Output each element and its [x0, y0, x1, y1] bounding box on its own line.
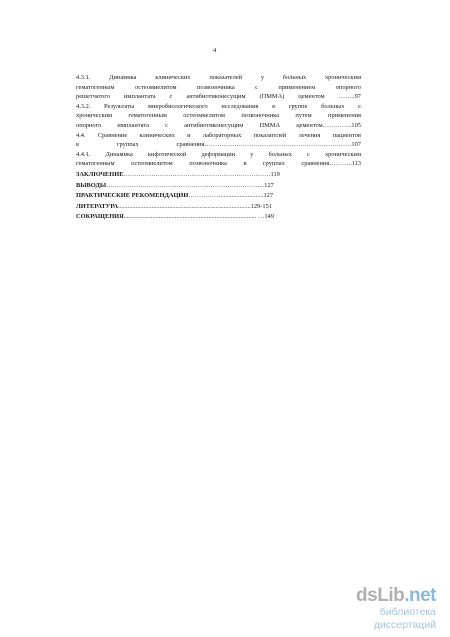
watermark	[316, 586, 436, 632]
toc-line: 4.4.1. Динамика кифотической деформации у больных с хроническим	[76, 150, 361, 158]
toc-leader: ………………………………………………………………...127	[106, 181, 274, 189]
toc-entry-findings	[76, 181, 361, 191]
toc-entry-recommendations	[76, 191, 361, 201]
toc-line: 4.3.2. Результаты микробиологического исследования в группе больных с	[76, 102, 361, 110]
toc-line: 4.4. Сравнение клинических и лабораторных показателей лечения пациентов	[76, 131, 361, 139]
toc-entry-4-3-1	[76, 73, 361, 102]
toc-line: решетчатого имплантата с антибиотиконесущим (ПММА) цементом ……..97	[76, 93, 361, 101]
toc-line: гематогенным остеомиелитом позвоночника с применением опорного	[76, 83, 361, 91]
toc-entry-4-4	[76, 131, 361, 150]
toc-entry-abbreviations	[76, 212, 361, 222]
toc-heading-label: СОКРАЩЕНИЯ	[76, 213, 124, 221]
toc-heading-label: ЛИТЕРАТУРА	[76, 202, 119, 210]
watermark-logo: dsLib.net	[356, 585, 436, 606]
page-number: 4	[213, 47, 217, 54]
toc-heading-label: ВЫВОДЫ	[76, 181, 107, 189]
toc-line: гематогенным остеомиелитом позвоночника в группах сравнения………..113	[76, 160, 361, 168]
toc-line: 4.3.1. Динамика клинических показателей у больных хроническим	[76, 74, 361, 81]
toc-leader: ……………………………………………………………119	[123, 170, 280, 178]
toc-line: опорного имплантата с антибиотиконесущим ПММА цементом…………..105	[76, 121, 361, 129]
toc-heading-label: ЗАКЛЮЧЕНИЕ	[76, 170, 124, 178]
toc-line: хроническим гематогенным остеомиелитом позвоночника путем применения	[76, 112, 361, 120]
table-of-contents	[76, 73, 361, 222]
toc-leader: ...................................................................................129-151	[118, 202, 272, 210]
toc-entry-4-4-1	[76, 150, 361, 169]
toc-entry-conclusion	[76, 170, 361, 180]
toc-leader: ................................................................................... …149	[123, 213, 274, 221]
toc-heading-label: ПРАКТИЧЕСКИЕ РЕКОМЕНДАЦИИ	[76, 192, 189, 200]
toc-entry-4-3-2	[76, 102, 361, 131]
toc-leader: ……………...........................127	[188, 192, 274, 200]
toc-line: в группах сравнения……………………………………………………………107	[76, 141, 361, 149]
toc-entry-literature	[76, 202, 361, 212]
watermark-subtitle: библиотека диссертаций	[373, 606, 436, 631]
